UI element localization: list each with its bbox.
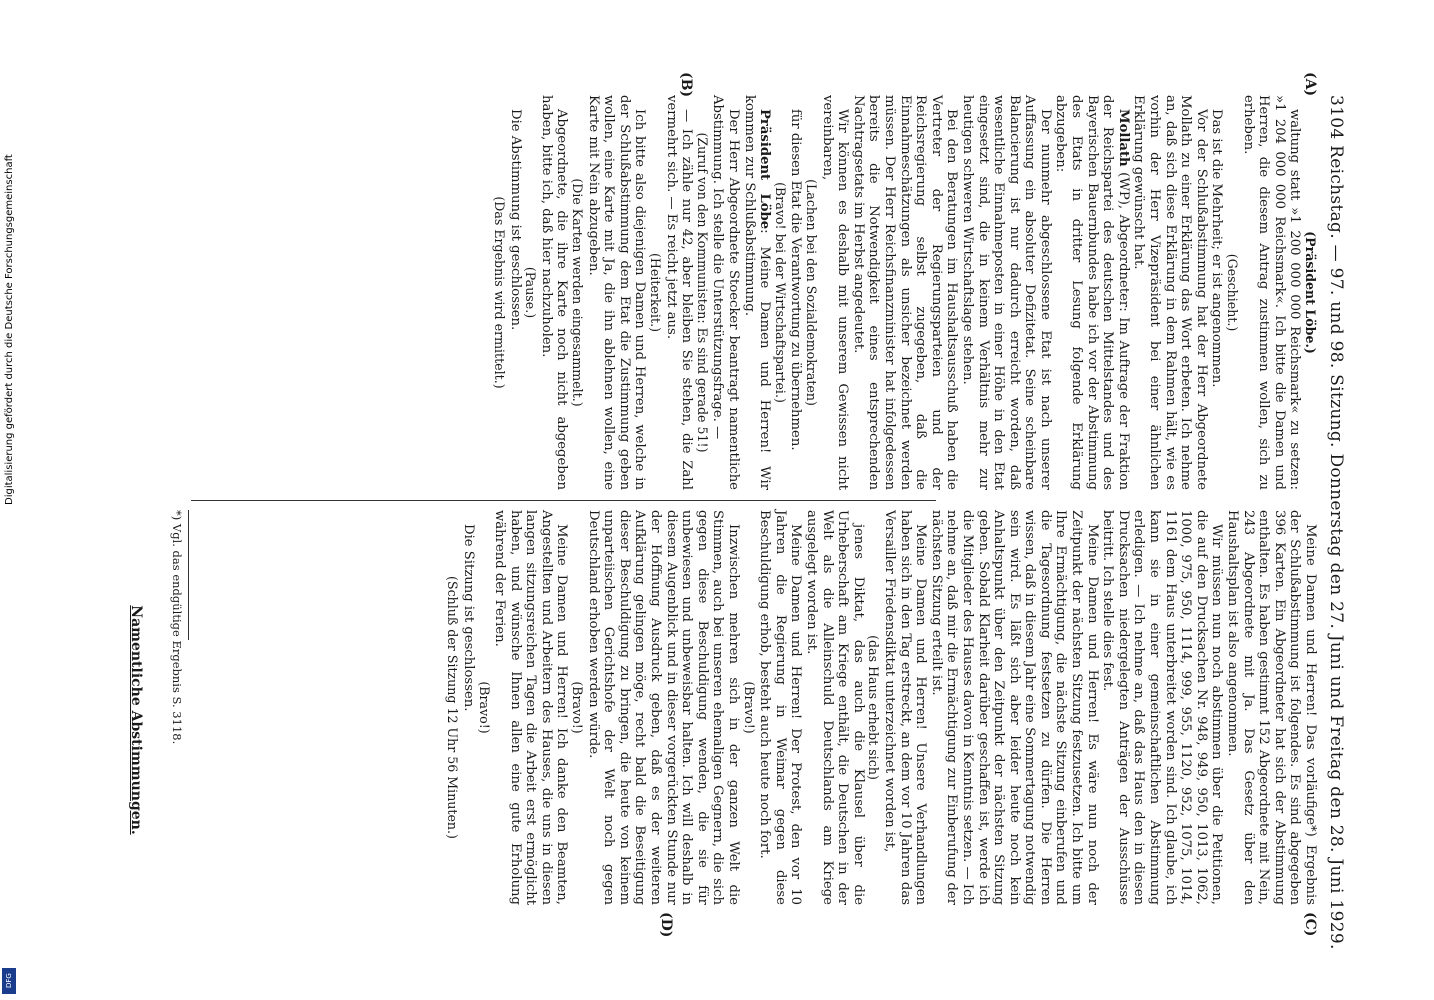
paragraph: Das ist die Mehrheit; er ist angenommen. bbox=[1209, 109, 1225, 388]
paragraph: Inzwischen mehren sich in der ganzen Welt die Stimmen, auch bei unseren ehemaligen Gegnern, die sich gegen diese Beschuldigung wenden, die sie für unbewiesen und unbeweisbar halten. Ich will deshalb in diesem Augenblick und in dieser vorgerückten Stunde nur der Hoffnung Ausdruck geben, daß es der weiteren Aufklärung gelingen möge, recht bald die Beseitigung dieser Beschuldigung zu bringen, die heute von keinem unparteiischen Gerichtshofe der Welt noch gegen Deutschland erhoben werden würde. bbox=[585, 510, 742, 905]
paragraph: Der Herr Abgeordnete Stoecker beantragt namentliche Abstimmung. Ich stelle die Unterstützungsfrage. — bbox=[710, 95, 742, 490]
margin-letter-a: (A) bbox=[1302, 72, 1318, 97]
stage-direction: (Geschieht.) bbox=[1225, 253, 1241, 332]
dfg-sidebar bbox=[0, 0, 28, 1000]
paragraph: Ich bitte also diejenigen Damen und Herren, welche in der Schlußabstimmung dem Etat die Zustimmung geben wollen, eine Karte mit Ja, die ihn ablehnen wollen, eine Karte mit Nein abzugeben. bbox=[585, 95, 648, 490]
paragraph: waltung statt »1 200 000 000 Reichsmark« zu setzen: »1 204 000 000 Reichsmark«. Ich bitte die Damen und Herren, die diesem Antrag zustimmen wollen, sich zu erheben. bbox=[1240, 95, 1303, 490]
paragraph: Meine Damen und Herren! Das vorläufige*) Ergebnis der Schlußabstimmung ist folgendes. Es sind abgegeben 396 Karten. Ein Abgeordneter hat sich der Abstimmung enthalten. Es haben gestimmt 152 Abgeordnete mit Nein, 243 Abgeordnete mit Ja. Das Gesetz über den Haushaltsplan ist also angenommen. bbox=[1225, 510, 1318, 905]
right-column bbox=[445, 510, 1318, 905]
dfg-logo-icon: DFG bbox=[2, 968, 16, 994]
paragraph: Bei den Beratungen im Haushaltsausschuß haben die Vertreter der Regierungsparteien und der Reichsregierung selbst zugegeben, daß die Einnahmeschätzungen als unsicher bezeichnet werden müssen. Der Herr Reichsfinanzminister hat infolgedessen bereits die Notwendigkeit eines entsprechenden Nachtragsetats im Herbst angedeutet. bbox=[850, 95, 960, 490]
paragraph: jenes Diktat, das auch die Klausel über die Urheberschaft am Kriege enthält, die Deutschen in der Welt als die Alleinschuld Deutschlands am Kriege ausgelegt worden ist. bbox=[804, 510, 866, 905]
dfg-notice: Digitalisierung gefördert durch die Deutsche Forschungsgemeinschaft bbox=[4, 154, 15, 505]
section-title: Namentliche Abstimmungen. bbox=[128, 605, 144, 835]
paragraph: Der nunmehr abgeschlossene Etat ist nach unserer Auffassung ein absoluter Defizitetat. Seine scheinbare Balancierung ist nur dadurch erreicht worden, daß wesentliche Einnahmeposten in einer Höhe in den Etat eingesetzt sind, die in keinem Verhältnis mehr zur heutigen schweren Wirtschaftslage stehen. bbox=[959, 95, 1053, 490]
stage-direction: (Schluß der Sitzung 12 Uhr 56 Minuten.) bbox=[445, 576, 461, 839]
margin-letter-d: (D) bbox=[658, 912, 674, 938]
page-header: 3104 Reichstag. — 97. und 98. Sitzung. Donnerstag den 27. Juni und Freitag den 28. Juni 1929. bbox=[1326, 95, 1346, 950]
paragraph: Meine Damen und Herren! Der Protest, den vor 10 Jahren die Regierung in Weimar gegen diese Beschuldigung erhob, besteht auch heute noch fort. bbox=[757, 510, 804, 905]
paragraph: Die Abstimmung ist geschlossen. bbox=[507, 109, 523, 331]
paragraph: Meine Damen und Herren! Unsere Verhandlungen haben sich in den Tag erstreckt, an dem vor 10 Jahren das Versailler Friedensdiktat unterzeichnet worden ist, bbox=[881, 510, 929, 905]
stage-direction: (Das Ergebnis wird ermittelt.) bbox=[492, 196, 508, 389]
stage-direction: (Heiterkeit.) bbox=[648, 253, 664, 332]
margin-letter-b: (B) bbox=[678, 72, 694, 98]
stage-direction: (das Haus erhebt sich) bbox=[866, 635, 882, 780]
paragraph: Die Sitzung ist geschlossen. bbox=[460, 524, 476, 712]
stage-direction: (Pause.) bbox=[523, 266, 539, 319]
stage-direction: (Bravo!) bbox=[741, 681, 757, 734]
left-column bbox=[492, 95, 1318, 490]
paragraph: Wir können es deshalb mit unserem Gewissen nicht vereinbaren, bbox=[819, 95, 851, 490]
speaker-name: Mollath bbox=[1115, 109, 1131, 167]
paragraph: Präsident Löbe: Meine Damen und Herren! Wir kommen zur Schlußabstimmung. bbox=[741, 95, 773, 491]
stage-direction: (Bravo!) bbox=[476, 681, 492, 734]
stage-direction: (Bravo!) bbox=[570, 681, 586, 734]
footnote-rule bbox=[188, 510, 189, 640]
paragraph: Wir müssen nun noch abstimmen über die Petitionen, die auf den Drucksachen Nr. 948, 949, 950, 1013, 1062, 1000, 975, 950, 1114, 999, 955, 1120, 952, 1075, 1014, 1161 dem Haus unterbreitet worden sind. Ich glaube, ich kann sie in einer gemeinschaftlichen Abstimmung erledigen. — Ich nehme an, daß das Haus den in diesen Drucksachen niedergelegten Anträgen der Ausschüsse beitritt. Ich stelle dies fest. bbox=[1100, 510, 1225, 905]
paragraph: Meine Damen und Herren! Es wäre nun noch der Zeitpunkt der nächsten Sitzung festzusetzen. Ich bitte um Ihre Ermächtigung, die nächste Sitzung einberufen und die Tagesordnung festsetzen zu dürfen. Die Herren wissen, daß in diesem Jahr eine Sommertagung notwendig sein wird. Es läßt sich aber leider heute noch kein Anhaltspunkt über den Zeitpunkt der nächsten Sitzung geben. Sobald Klarheit darüber geschaffen ist, werde ich die Mitglieder des Hauses davon in Kenntnis setzen. — Ich nehme an, daß mir die Ermächtigung zur Einberufung der nächsten Sitzung erteilt ist. bbox=[928, 510, 1100, 905]
paragraph: Vor der Schlußabstimmung hat der Herr Abgeordnete Mollath zu einer Erklärung das Wort erbeten. Ich nehme an, daß sich diese Erklärung in dem Rahmen hält, wie es vorhin der Herr Vizepräsident bei einer ähnlichen Erklärung gewünscht hat. bbox=[1131, 95, 1209, 490]
margin-letter-c: (C) bbox=[1302, 912, 1318, 937]
paragraph: Mollath (WP), Abgeordneter: Im Auftrage der Fraktion der Reichspartei des deutschen Mittelstandes und des Bayerischen Bauernbundes habe ich vor der Abstimmung des Etats in dritter Lesung folgende Erklärung abzugeben: bbox=[1053, 95, 1131, 490]
stage-direction: (Zuruf von den Kommunisten: Es sind gerade 51!) bbox=[694, 132, 710, 453]
column-divider bbox=[191, 500, 936, 501]
footnote: *) Vgl. das endgültige Ergebnis S. 3118. bbox=[170, 510, 184, 745]
stage-direction: (Bravo! bei der Wirtschaftspartei.) bbox=[772, 182, 788, 403]
speaker-name: Präsident Löbe bbox=[757, 109, 773, 230]
paragraph: — Ich zähle nur 42, aber bleiben Sie stehen, die Zahl vermehrt sich. — Es reicht jetzt aus. bbox=[663, 95, 695, 490]
speaker-line: (Präsident Löbe.) bbox=[1303, 231, 1318, 354]
stage-direction: (Lachen bei den Sozialdemokraten) bbox=[804, 179, 819, 406]
paragraph: Abgeordnete, die ihre Karte noch nicht abgegeben haben, bitte ich, daß hier nachzuholen. bbox=[538, 95, 570, 490]
paragraph: Meine Damen und Herren! Ich danke den Beamten, Angestellten und Arbeitern des Hauses, die uns in diesen langen sitzungsreichen Tagen die Arbeit erst ermöglicht haben, und wünsche Ihnen allen eine gute Erholung während der Ferien. bbox=[492, 510, 570, 905]
stage-direction: (Die Karten werden eingesammelt.) bbox=[570, 178, 586, 407]
paragraph: für diesen Etat die Verantwortung zu übernehmen. bbox=[788, 109, 804, 451]
